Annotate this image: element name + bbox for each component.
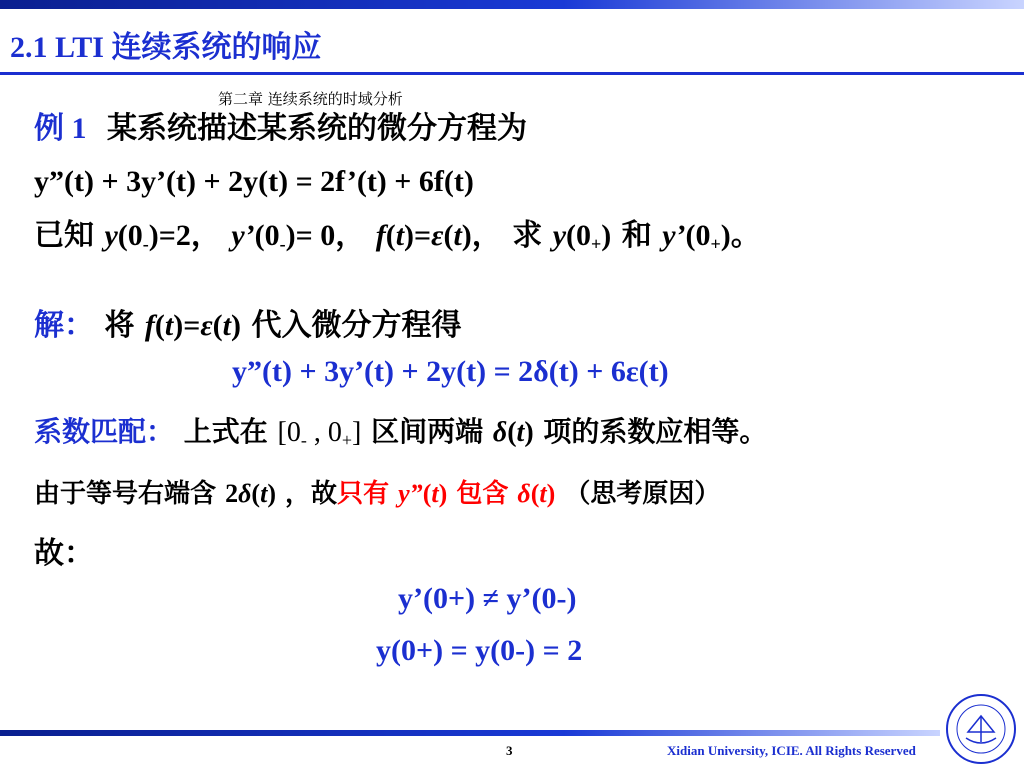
solution-text-1: 将 [104,308,135,343]
coef-text-2: 区间两端 [371,415,484,448]
and-word: 和 [621,218,652,253]
solution-text-2: 代入微分方程得 [251,308,462,343]
top-gradient-bar [0,0,1024,9]
chapter-note: 第二章 连续系统的时域分析 [218,90,403,108]
therefore-label: 故： [34,536,94,571]
coef-text-1: 上式在 [183,415,268,448]
substituted-equation: y”(t) + 3y’(t) + 2y(t) = 2δ(t) + 6ε(t) [232,355,669,388]
example-label: 例 1 [34,112,87,145]
result-2: y(0+) = y(0-) = 2 [376,634,583,667]
differential-equation: y”(t) + 3y’(t) + 2y(t) = 2f’(t) + 6f(t) [34,165,474,198]
solution-line: 解： 将 f(t)=ε(t) 代入微分方程得 [34,308,462,343]
solve-word: 求 [512,218,543,253]
result-inequality [398,582,577,616]
reason-red-2: 包含 [456,479,509,509]
coef-line: 系数匹配： 上式在 [$0_-$ , $0_+$] 区间两端 δ(t) 项的系数应相等。 [34,415,768,450]
reason-line: 由于等号右端含 2δ(t) ，故只有 y”(t) 包含 δ(t) （思考原因） [34,479,721,509]
reason-text-1: 由于等号右端含 [34,479,217,509]
example-text: 某系统描述某系统的微分方程为 [106,111,527,146]
reason-text-3: （思考原因） [564,479,721,509]
known-prefix: 已知 [34,218,94,253]
example-line [34,103,527,147]
reason-text-2: ，故 [285,479,338,509]
title-divider [0,72,1024,75]
known-conditions: 已知 $y(0_-)=2$， $y’(0_-)= 0$， f(t)=ε(t)， 求 $y(0_+)$ 和 $y’(0_+)$。 [34,218,761,254]
page-number: 3 [506,743,513,758]
university-seal-icon [944,692,1018,766]
coef-label: 系数匹配： [34,415,175,448]
result-1: y’(0+) ≠ y’(0-) [398,582,577,615]
solution-label: 解： [34,308,94,343]
reason-red-1: 只有 [337,479,390,509]
coef-text-3: 项的系数应相等。 [543,415,768,448]
bottom-gradient-bar [0,730,940,736]
copyright-footer: Xidian University, ICIE. All Rights Reserved [667,743,916,758]
result-equality [376,634,582,668]
section-title: 2.1 LTI 连续系统的响应 [10,31,322,64]
